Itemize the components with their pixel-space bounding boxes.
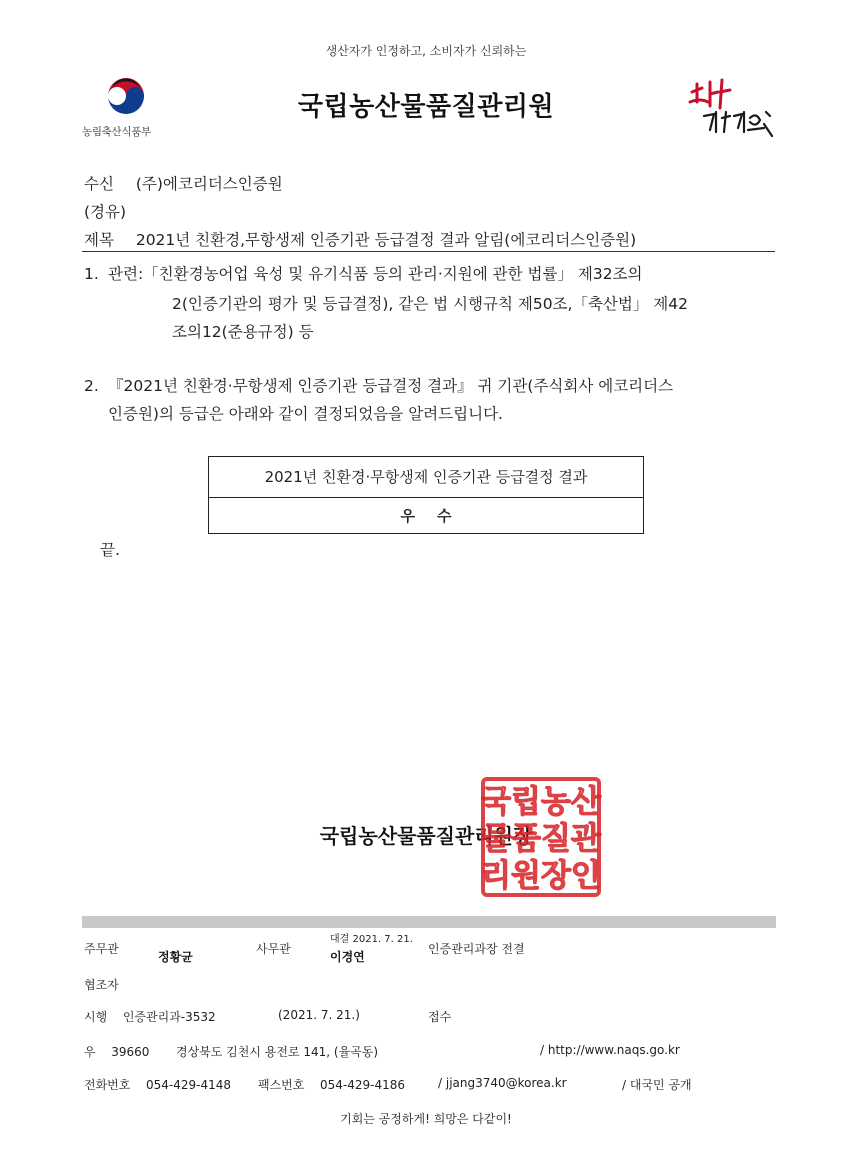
officer-name: 정황균 [158,950,193,964]
fax-number: 054-429-4186 [320,1078,406,1092]
director-approval: 인증관리과장 전결 [428,942,525,956]
website-link[interactable]: / http://www.naqs.go.kr [540,1043,680,1057]
postal-row [84,1043,149,1060]
signature-title: 국립농산물품질관리원장 [319,824,533,848]
paragraph-1-line-1: 관련:「친환경농어업 육성 및 유기식품 등의 관리·지원에 관한 법률」 제32조의 [108,265,643,283]
official-seal-stamp [480,776,602,898]
email-link[interactable]: / jjang3740@korea.kr [438,1076,567,1090]
paragraph-2-number: 2. [84,377,99,395]
recipient-value: (주)에코리더스인증원 [135,175,283,193]
manager-label: 사무관 [256,942,291,956]
phone-number: 054-429-4148 [146,1078,232,1092]
postal-label: 우 [84,1045,96,1059]
phone-row [84,1076,231,1093]
phone-label: 전화번호 [84,1078,131,1092]
paragraph-2-line-2: 인증원)의 등급은 아래와 같이 결정되었음을 알려드립니다. [108,405,503,423]
end-mark: 끝. [100,541,120,559]
exec-label: 시행 [84,1010,108,1024]
seal-line-1: 국립농산 [481,784,601,820]
recipient-label: 수신 [84,175,114,193]
paragraph-1-line-2: 2(인증기관의 평가 및 등급결정), 같은 법 시행규칙 제50조,「축산법」 제42 [172,295,688,313]
exec-date: (2021. 7. 21.) [278,1008,360,1022]
result-table-grade: 우수 [400,507,474,525]
postal-code: 39660 [111,1045,150,1059]
paragraph-1-line-3: 조의12(준용규정) 등 [172,323,314,341]
receipt-label: 접수 [428,1010,452,1024]
officer-label: 주무관 [84,942,119,956]
cooperator-label: 협조자 [84,978,119,992]
fax-label: 팩스번호 [258,1078,305,1092]
exec-row [84,1008,216,1025]
subject-row [84,228,636,250]
ministry-name: 농림축산식품부 [82,126,151,138]
subject-divider [82,251,775,252]
footer-divider-bar [82,916,776,928]
subject-label: 제목 [84,231,114,249]
slogan: 생산자가 인정하고, 소비자가 신뢰하는 [325,44,527,58]
subject-value: 2021년 친환경,무항생제 인증기관 등급결정 결과 알림(에코리더스인증원) [135,231,637,249]
exec-number: 인증관리과-3532 [122,1010,216,1024]
fax-row [258,1076,405,1093]
address: 경상북도 김천시 용전로 141, (율곡동) [176,1045,379,1059]
recipient-row [84,172,283,194]
handwritten-slogan [686,72,776,142]
result-table-title: 2021년 친환경·무항생제 인증기관 등급결정 결과 [209,457,643,498]
footer-motto: 기회는 공정하게! 희망은 다같이! [340,1112,512,1126]
decision-note: 대결 2021. 7. 21. [330,934,413,945]
result-table [208,456,644,534]
seal-line-3: 리원장인 [481,858,601,894]
seal-line-2: 물품질관 [481,821,601,857]
paragraph-1-number: 1. [84,265,99,283]
via-row: (경유) [84,203,127,221]
manager-name: 이경연 [330,950,365,964]
org-title: 국립농산물품질관리원 [297,92,555,122]
disclosure-status: / 대국민 공개 [622,1078,692,1092]
paragraph-2-line-1: 『2021년 친환경·무항생제 인증기관 등급결정 결과』 귀 기관(주식회사 에코리더스 [108,377,674,395]
